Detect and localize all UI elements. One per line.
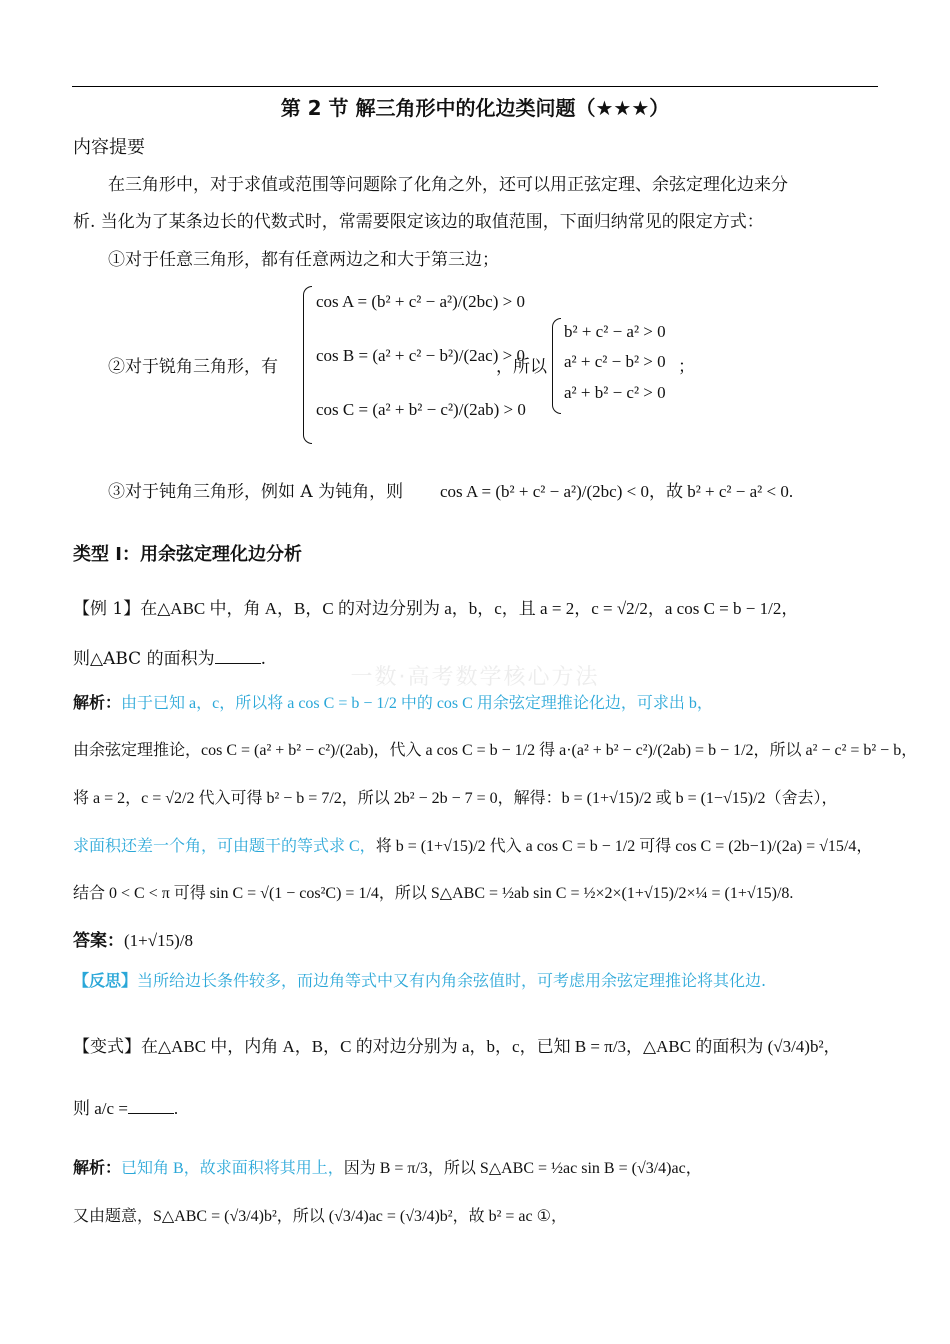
intro-line-1: 在三角形中，对于求值或范围等问题除了化角之外，还可以用正弦定理、余弦定理化边来分 bbox=[108, 175, 788, 195]
answer-label: 答案： bbox=[73, 931, 124, 951]
reflection-text: 当所给边长条件较多，而边角等式中又有内角余弦值时，可考虑用余弦定理推论将其化边. bbox=[137, 971, 767, 990]
header-rule bbox=[72, 86, 878, 87]
example-1-question: 则△ABC 的面积为 bbox=[73, 649, 215, 669]
system-right-row-1: b² + c² − a² > 0 bbox=[564, 322, 666, 341]
answer-row bbox=[73, 926, 193, 951]
reflection bbox=[73, 968, 766, 991]
solution-line-5: 结合 0 < C < π 可得 sin C = √(1 − cos²C) = 1/4，所以 S△ABC = ½ab sin C = ½×2×(1+√15)/2×¼ = (1+√15)/8. bbox=[73, 885, 794, 902]
variant-solution-line-2: 又由题意，S△ABC = (√3/4)b²，所以 (√3/4)ac = (√3/4)b²，故 b² = ac ①， bbox=[73, 1208, 567, 1225]
solution-line-2: 由余弦定理推论，cos C = (a² + b² − c²)/(2ab)，代入 a cos C = b − 1/2 得 a·(a² + b² − c²)/(2ab) = b − 1/2，所以 a² − c² = b² − b， bbox=[73, 742, 918, 759]
system-right-row-3: a² + b² − c² > 0 bbox=[564, 383, 666, 402]
intro-line-2: 析. 当化为了某条边长的代数式时，常需要限定该边的取值范围，下面归纳常见的限定方式： bbox=[73, 212, 764, 232]
item-2-lead: ②对于锐角三角形，有 bbox=[108, 357, 278, 377]
system-left-row-3: cos C = (a² + b² − c²)/(2ab) > 0 bbox=[316, 400, 526, 419]
item-2-mid: ，所以 bbox=[496, 357, 547, 377]
example-1-text: 在△ABC 中，角 A，B，C 的对边分别为 a，b，c，且 a = 2，c = √2/2，a cos C = b − 1/2， bbox=[140, 599, 799, 618]
variant-solution-label: 解析： bbox=[73, 1158, 122, 1177]
variant-label: 【变式】 bbox=[73, 1037, 141, 1057]
variant-line-2: 则 a/c = . bbox=[73, 1099, 179, 1118]
system-left-row-2: cos B = (a² + c² − b²)/(2ac) > 0 bbox=[316, 346, 525, 365]
item-1: ①对于任意三角形，都有任意两边之和大于第三边； bbox=[108, 250, 499, 270]
variant-solution-hint: 已知角 B，故求面积将其用上， bbox=[121, 1160, 344, 1177]
variant-question: 则 a/c = bbox=[73, 1099, 128, 1118]
answer-value: (1+√15)/8 bbox=[124, 931, 193, 950]
item-3-lead: ③对于钝角三角形，例如 A 为钝角，则 bbox=[108, 482, 404, 502]
example-1-label: 【例 1】 bbox=[73, 599, 141, 619]
reflection-label: 【反思】 bbox=[73, 971, 138, 990]
type-1-heading: 类型 I：用余弦定理化边分析 bbox=[73, 544, 302, 565]
item-3-expr: cos A = (b² + c² − a²)/(2bc) < 0，故 b² + c² − a² < 0. bbox=[440, 482, 794, 501]
variant-line-1 bbox=[73, 1032, 841, 1057]
variant-answer-blank bbox=[128, 1113, 174, 1114]
right-brace bbox=[552, 318, 561, 414]
solution-label: 解析： bbox=[73, 693, 122, 712]
variant-solution-math-1: 因为 B = π/3，所以 S△ABC = ½ac sin B = (√3/4)ac， bbox=[343, 1160, 702, 1177]
system-right-row-2: a² + c² − b² > 0 bbox=[564, 352, 666, 371]
solution-line-3: 将 a = 2，c = √2/2 代入可得 b² − b = 7/2，所以 2b² − 2b − 7 = 0，解得：b = (1+√15)/2 或 b = (1−√15)/2（舍去）， bbox=[73, 790, 838, 807]
solution-hint-2: 求面积还差一个角，可由题干的等式求 C， bbox=[73, 838, 376, 855]
watermark: 一数·高考数学核心方法 bbox=[350, 665, 600, 690]
system-left-row-1: cos A = (b² + c² − a²)/(2bc) > 0 bbox=[316, 292, 525, 311]
item-2-tail: ； bbox=[678, 357, 695, 377]
summary-heading: 内容提要 bbox=[73, 137, 145, 158]
solution-line-1 bbox=[73, 690, 713, 713]
example-1-line-1 bbox=[73, 594, 798, 619]
solution-hint-1: 由于已知 a，c，所以将 a cos C = b − 1/2 中的 cos C 用余弦定理推论化边，可求出 b， bbox=[121, 695, 713, 712]
solution-line-4 bbox=[73, 833, 872, 856]
variant-text: 在△ABC 中，内角 A，B，C 的对边分别为 a，b，c，已知 B = π/3，△ABC 的面积为 (√3/4)b²， bbox=[141, 1037, 841, 1056]
variant-solution-line-1 bbox=[73, 1155, 702, 1178]
section-title: 第 2 节 解三角形中的化边类问题（★★★） bbox=[280, 96, 670, 120]
left-brace bbox=[303, 286, 312, 444]
solution-line-4-math: 将 b = (1+√15)/2 代入 a cos C = b − 1/2 可得 cos C = (2b−1)/(2a) = √15/4， bbox=[375, 838, 873, 855]
example-1-line-2: 则△ABC 的面积为 . bbox=[73, 649, 266, 669]
